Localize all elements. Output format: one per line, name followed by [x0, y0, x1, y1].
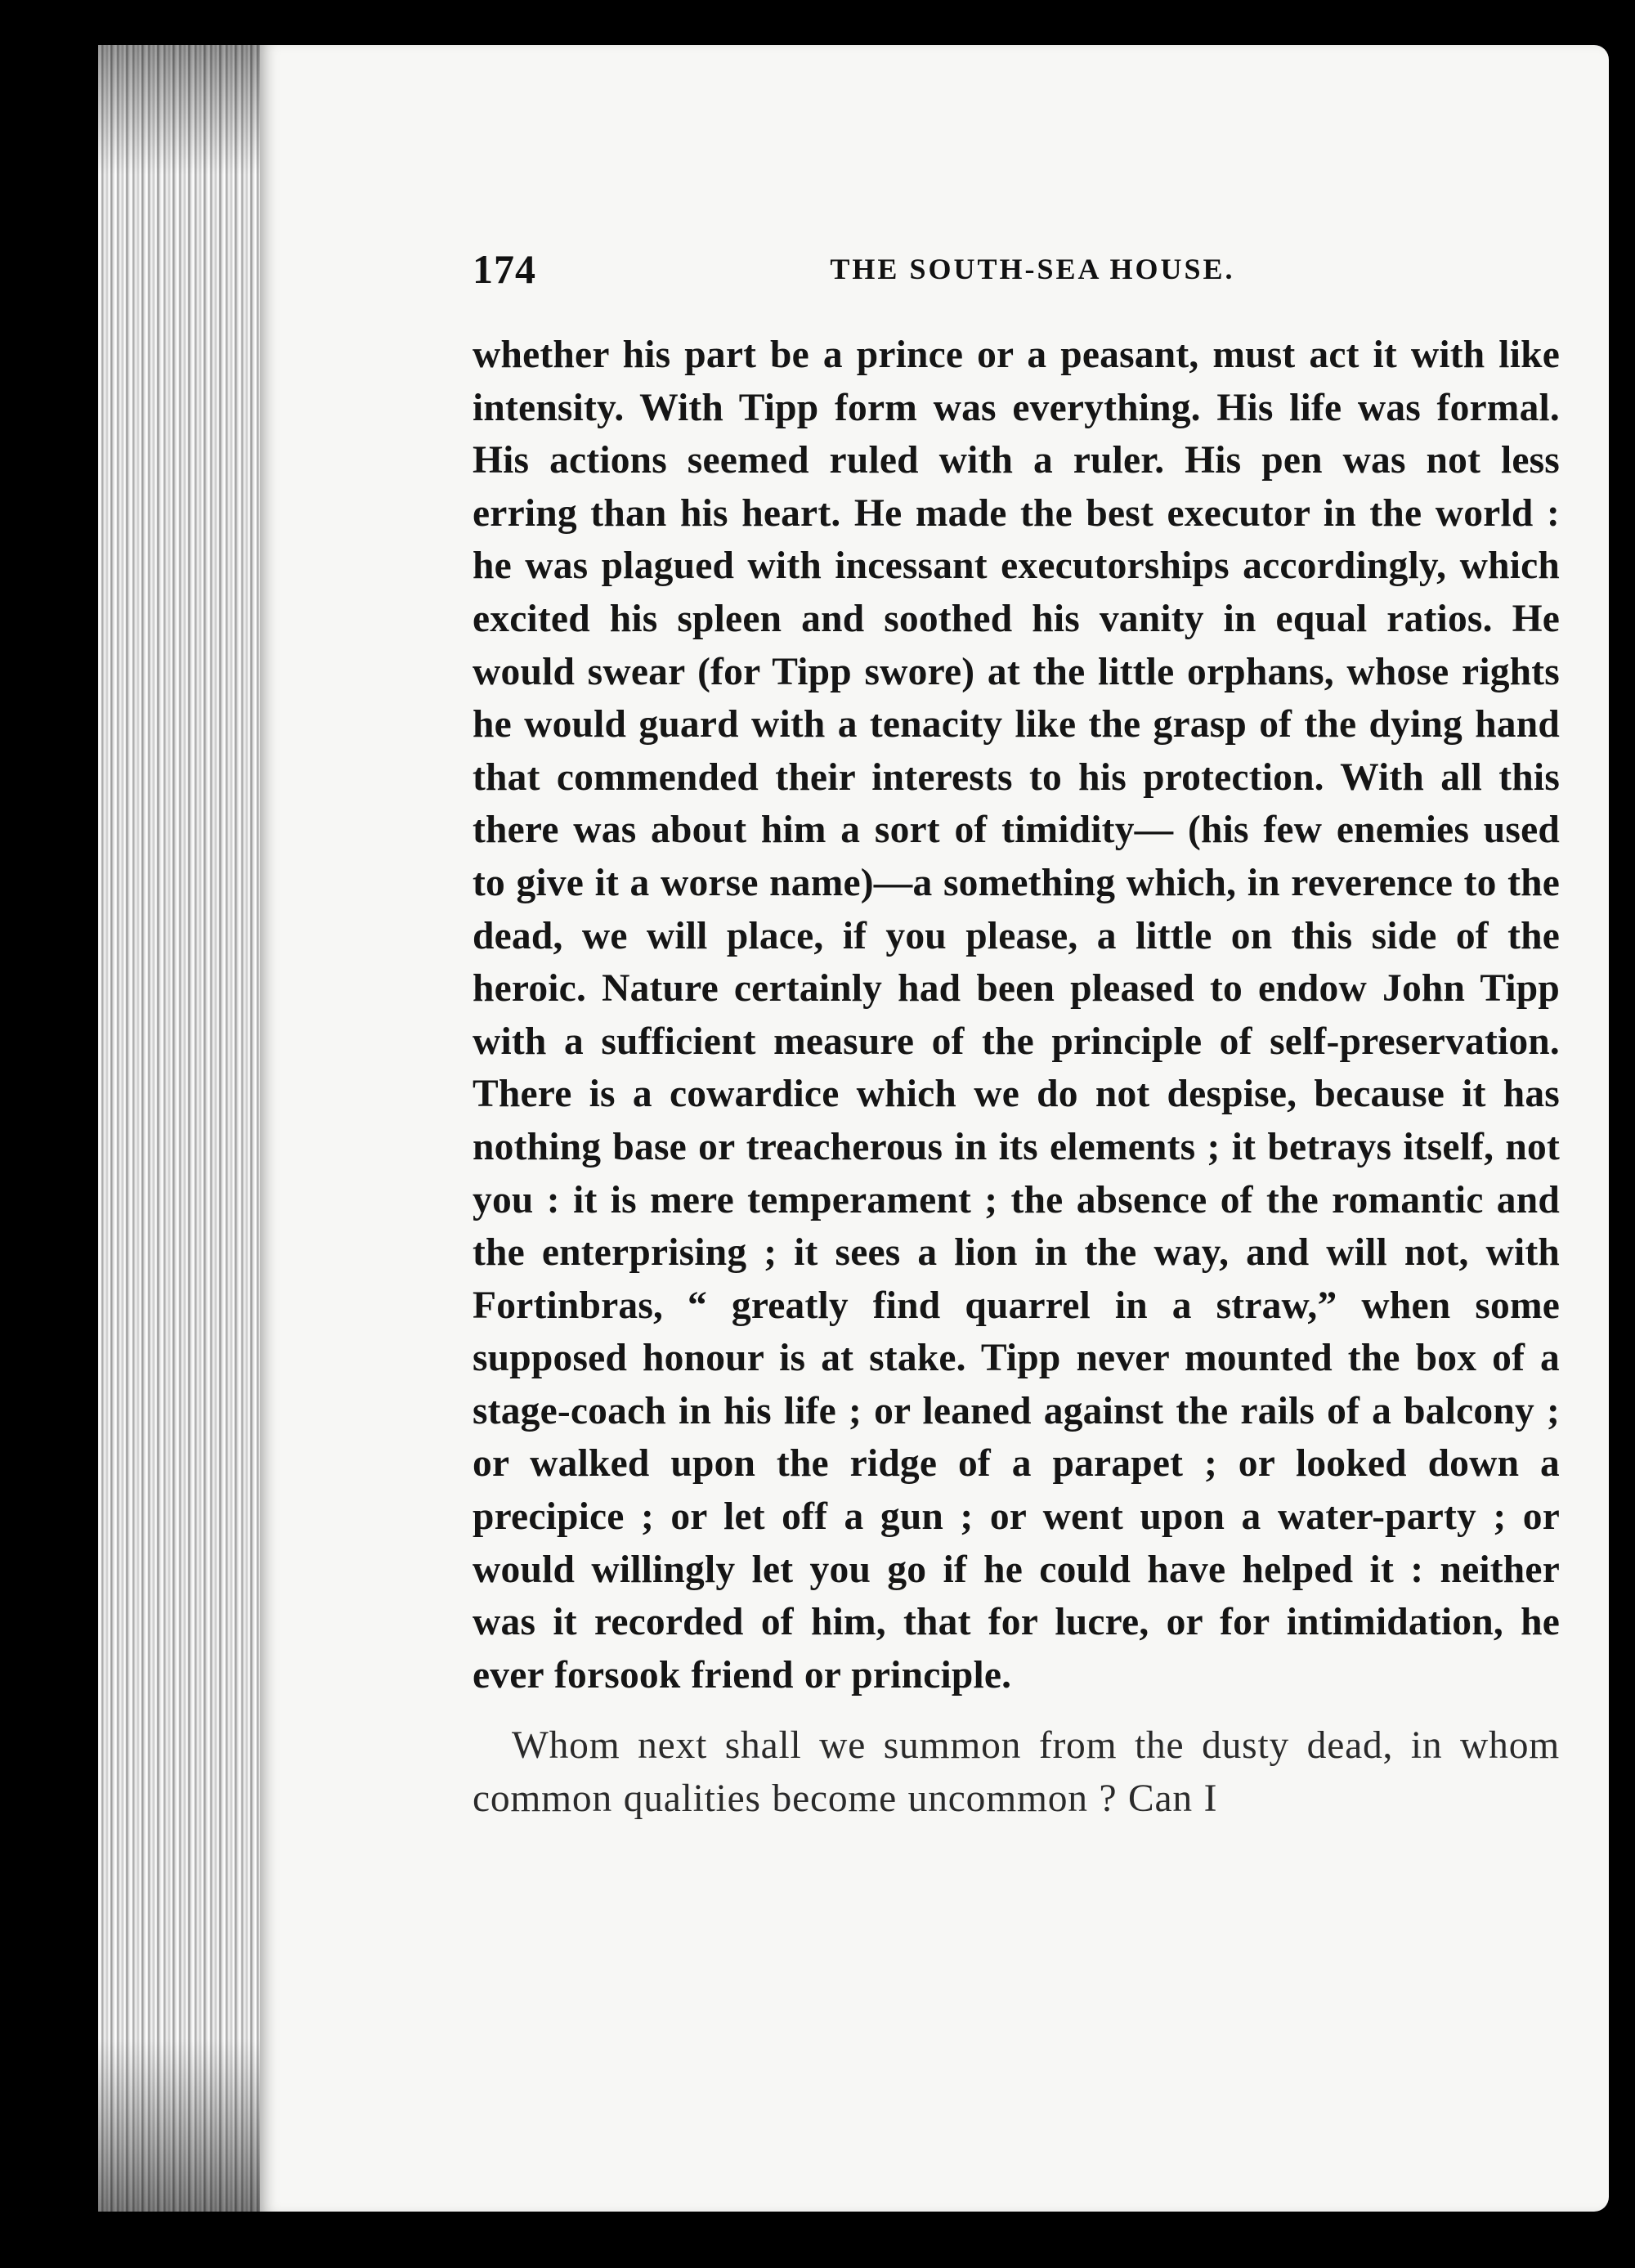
running-head: [473, 245, 1560, 294]
page-edges: [98, 45, 266, 2212]
body-text: [473, 329, 1560, 1826]
page-number: 174: [473, 246, 536, 292]
paragraph: whether his part be a prince or a peasant, must act it with like intensity. With Tipp form was everything. His life was formal. His actions seemed ruled with a ruler. His pen was not less erring than his heart. He made the best executor in the world : he was plagued with incessant executorships accordingly, which excited his spleen and soothed his vanity in equal ratios. He would swear (for Tipp swore) at the little orphans, whose rights he would guard with a tenacity like the grasp of the dying hand that commended their interests to his protection. With all this there was about him a sort of timidity— (his few enemies used to give it a worse name)—a something which, in reverence to the dead, we will place, if you please, a little on this side of the heroic. Nature certainly had been pleased to endow John Tipp with a sufficient measure of the principle of self-preservation. There is a cowardice which we do not despise, because it has nothing base or treacherous in its elements ; it betrays itself, not you : it is mere temperament ; the absence of the romantic and the enterprising ; it sees a lion in the way, and will not, with Fortinbras, “ greatly find quarrel in a straw,” when some supposed honour is at stake. Tipp never mounted the box of a stage-coach in his life ; or leaned against the rails of a balcony ; or walked upon the ridge of a parapet ; or looked down a precipice ; or let off a gun ; or went upon a water-party ; or would willingly let you go if he could have helped it : neither was it recorded of him, that for lucre, or for intimidation, he ever forsook friend or principle.: [473, 334, 1560, 1697]
paragraph: Whom next shall we summon from the dusty dead, in whom common qualities become uncommon ? Can I: [473, 1724, 1560, 1821]
running-head-title: THE SOUTH-SEA HOUSE.: [830, 253, 1235, 285]
